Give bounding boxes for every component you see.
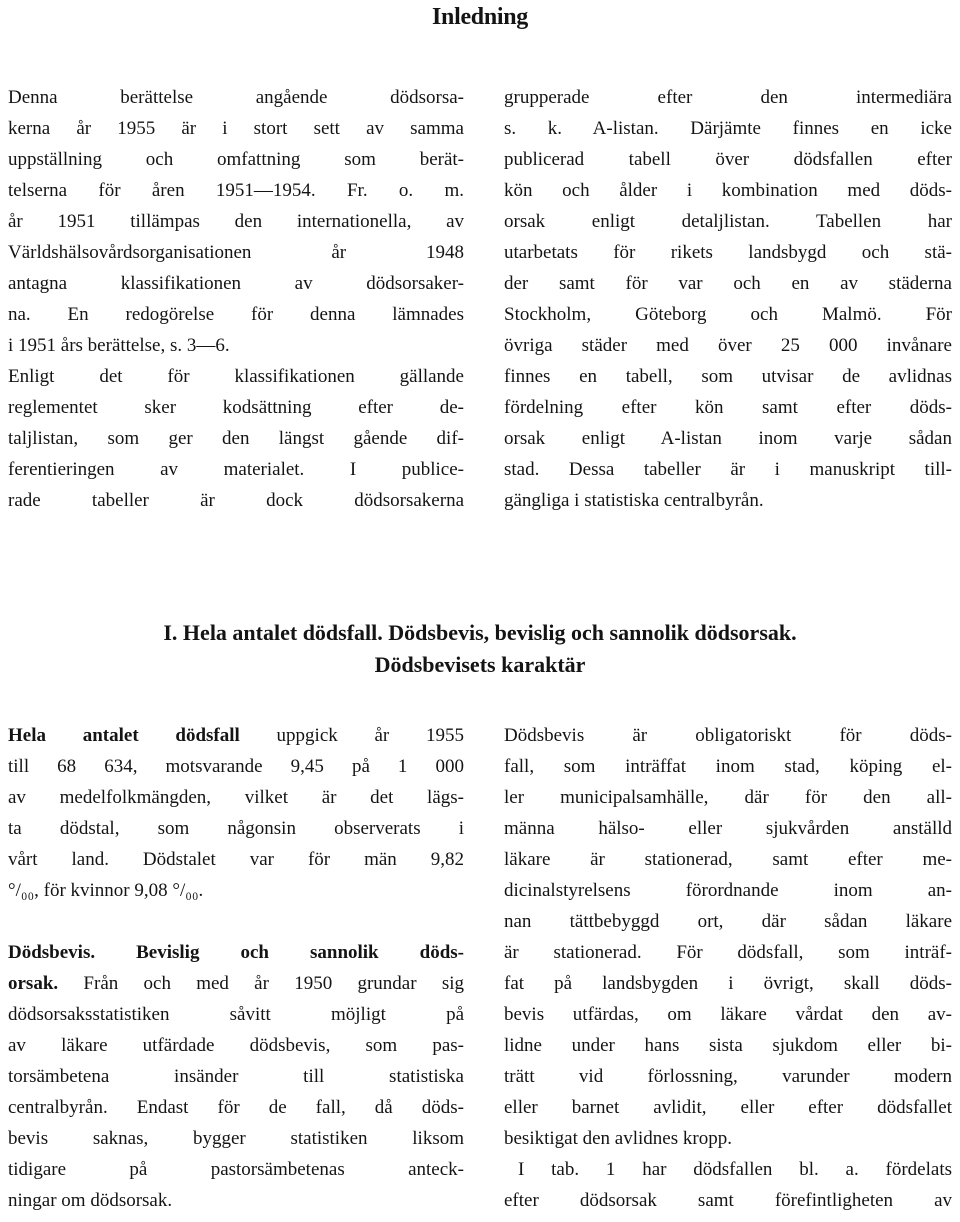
text-line: efter dödsorsak samt förefintligheten av: [504, 1190, 952, 1211]
text-line: dödsorsaksstatistiken såvitt möjligt på: [8, 1004, 464, 1025]
text-line: Hela antalet dödsfall uppgick år 1955: [8, 725, 464, 746]
section-subheading: Dödsbevisets karaktär: [374, 652, 586, 677]
text-line: ler municipalsamhälle, där för den all-: [504, 787, 952, 808]
text-line: besiktigat den avlidnes kropp.: [504, 1128, 732, 1149]
text-line: nan tättbebyggd ort, där sådan läkare: [504, 911, 952, 932]
text-line: fat på landsbygden i övrigt, skall döds-: [504, 973, 952, 994]
text-line: fördelning efter kön samt efter döds-: [504, 397, 952, 418]
text-line: av läkare utfärdade dödsbevis, som pas-: [8, 1035, 464, 1056]
section-right-column: [504, 720, 952, 1216]
text-line: centralbyrån. Endast för de fall, då döds-: [8, 1097, 464, 1118]
text-line: ta dödstal, som någonsin observerats i: [8, 818, 464, 839]
text-line: fall, som inträffat inom stad, köping el-: [504, 756, 952, 777]
text-line: dicinalstyrelsens förordnande inom an-: [504, 880, 952, 901]
text-line: i 1951 års berättelse, s. 3—6.: [8, 335, 230, 356]
text-line: till 68 634, motsvarande 9,45 på 1 000: [8, 756, 464, 777]
text-line: tidigare på pastorsämbetenas anteck-: [8, 1159, 464, 1180]
spacer: [8, 906, 464, 937]
text-line: bevis saknas, bygger statistiken liksom: [8, 1128, 464, 1149]
text-line: Stockholm, Göteborg och Malmö. För: [504, 304, 952, 325]
text-line: lidne under hans sista sjukdom eller bi-: [504, 1035, 952, 1056]
run-in-heading: Dödsbevis. Bevislig och sannolik döds-: [8, 942, 464, 963]
text-line: antagna klassifikationen av dödsorsaker-: [8, 273, 464, 294]
text-line: kön och ålder i kombination med döds-: [504, 180, 952, 201]
text-line: ningar om dödsorsak.: [8, 1190, 173, 1211]
text-line: av medelfolkmängden, vilket är det lägs-: [8, 787, 464, 808]
text-line: grupperade efter den intermediära: [504, 87, 952, 108]
text-line: torsämbetena insänder till statistiska: [8, 1066, 464, 1087]
text-line: gängliga i statistiska centralbyrån.: [504, 490, 764, 511]
section-left-column: [8, 720, 464, 1216]
text-line: reglementet sker kodsättning efter de-: [8, 397, 464, 418]
text-line: uppställning och omfattning som berät-: [8, 149, 464, 170]
text-line: år 1951 tillämpas den internationella, av: [8, 211, 464, 232]
text-line: I tab. 1 har dödsfallen bl. a. fördelats: [518, 1159, 952, 1180]
text-line: trätt vid förlossning, varunder modern: [504, 1066, 952, 1087]
text-line: na. En redogörelse för denna lämnades: [8, 304, 464, 325]
text-line: s. k. A-listan. Därjämte finnes en icke: [504, 118, 952, 139]
text-line: °/₀₀, för kvinnor 9,08 °/₀₀.: [8, 880, 204, 901]
text-line: är stationerad. För dödsfall, som inträf-: [504, 942, 952, 963]
text-line: orsak enligt A-listan inom varje sådan: [504, 428, 952, 449]
text-line: bevis utfärdas, om läkare vårdat den av-: [504, 1004, 952, 1025]
text-line: Enligt det för klassifikationen gällande: [8, 366, 464, 387]
text-line: utarbetats för rikets landsbygd och stä-: [504, 242, 952, 263]
text-line: orsak. Från och med år 1950 grundar sig: [8, 973, 464, 994]
intro-left-column: [8, 82, 464, 516]
text-line: stad. Dessa tabeller är i manuskript till-: [504, 459, 952, 480]
text-line: Dödsbevis är obligatoriskt för döds-: [504, 725, 952, 746]
text-line: publicerad tabell över dödsfallen efter: [504, 149, 952, 170]
section-heading: I. Hela antalet dödsfall. Dödsbevis, bevislig och sannolik dödsorsak.: [163, 620, 797, 645]
text-line: Denna berättelse angående dödsorsa-: [8, 87, 464, 108]
text-line: vårt land. Dödstalet var för män 9,82: [8, 849, 464, 870]
text-line: orsak enligt detaljlistan. Tabellen har: [504, 211, 952, 232]
text-line: telserna för åren 1951—1954. Fr. o. m.: [8, 180, 464, 201]
run-in-heading: Hela antalet dödsfall: [8, 725, 240, 746]
text-line: eller barnet avlidit, eller efter dödsfallet: [504, 1097, 952, 1118]
text-line: der samt för var och en av städerna: [504, 273, 952, 294]
run-in-heading: orsak.: [8, 973, 59, 994]
text-line: taljlistan, som ger den längst gående dif-: [8, 428, 464, 449]
text-line: Världshälsovårdsorganisationen år 1948: [8, 242, 464, 263]
intro-right-column: [504, 82, 952, 516]
page-title: Inledning: [431, 4, 529, 30]
text-line: kerna år 1955 är i stort sett av samma: [8, 118, 464, 139]
text-line: rade tabeller är dock dödsorsakerna: [8, 490, 464, 511]
text-line: männa hälso- eller sjukvården anställd: [504, 818, 952, 839]
text-line: finnes en tabell, som utvisar de avlidnas: [504, 366, 952, 387]
text-line: läkare är stationerad, samt efter me-: [504, 849, 952, 870]
text-line: övriga städer med över 25 000 invånare: [504, 335, 952, 356]
text-line: ferentieringen av materialet. I publice-: [8, 459, 464, 480]
